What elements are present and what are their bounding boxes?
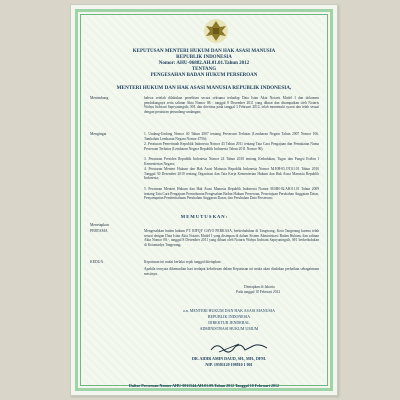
footer-registry: Daftar Perseroan Nomor AHU-0011544.AH.01.09.Tahun 2012 Tanggal 10 Februari 2012	[128, 383, 280, 388]
closing-directorate: DIREKTUR JENDERAL	[208, 320, 250, 325]
mengingat-item-1: 1. Undang-Undang Nomor 40 Tahun 2007 tentang Perseroan Terbatas (Lembaran Negara Tahun 2007 Nomor 106, Tambahan Lembaran Negara Nomor 4756);	[144, 132, 319, 141]
mengingat-item-5: 5. Peraturan Menteri Hukum dan Hak Asasi Manusia Republik Indonesia Nomor M.HH-02.AH.01.01 Tahun 2009 tentang Tata Cara Pengajuan Permohonan Pengesahan Badan Hukum Perseroan, Persetujuan Perubahan Anggaran Dasar, Penyampaian Pemberitahuan Perubahan Anggaran Dasar, dan Perubahan Data Perseroan;	[144, 187, 319, 201]
closing-place: Ditetapkan di Jakarta	[244, 285, 275, 289]
mengingat-item-3: 3. Peraturan Presiden Republik Indonesia Nomor 24 Tahun 2010 tentang Kedudukan, Tugas dan Fungsi Eselon I Kementerian Negara;	[144, 157, 319, 166]
mengingat-item-2: 2. Peraturan Pemerintah Republik Indonesia Nomor 43 Tahun 2011 tentang Tata Cara Pengajuan dan Pemakaian Nama Perseroan Terbatas (Lembaran Negara Republik Indonesia Tahun 2011 Nomor 96).	[144, 142, 319, 151]
mengingat-label: Mengingat	[90, 132, 107, 136]
menimbang-label: Menimbang	[90, 96, 109, 100]
menimbang-text: bahwa setelah dilakukan penelitian secara seksama terhadap Data Isian Akta Notaris Model I dan dokumen pendukungnya serta salinan Akta Nomor 08.-, tanggal 8 Desember 2011 yang dibuat dan disampaikan oleh Notaris Wahyu Indriani Sapryaningsih, SH. dan diterima pada tanggal 3 Februari 2012, telah memenuhi syarat dan telah sesuai dengan peraturan perundang-undangan;	[144, 96, 319, 114]
signatory-name: DR. AIDIR AMIN DAUD, SH., MH., DFM.	[191, 356, 267, 361]
closing-admin: ADMINISTRASI HUKUM UMUM	[199, 326, 259, 331]
pertama-label: PERTAMA	[90, 229, 108, 233]
header-line1: KEPUTUSAN MENTERI HUKUM DAN HAK ASASI MANUSIA	[132, 49, 276, 54]
menetapkan-label: Menetapkan	[90, 223, 109, 227]
closing-an: a.n. MENTERI HUKUM DAN HAK ASASI MANUSIA	[183, 308, 275, 313]
header-number: Nomor: AHU-06882.AH.01.01.Tahun 2012	[158, 61, 250, 66]
memutuskan-heading: M E M U T U S K A N :	[180, 214, 228, 219]
closing-date: Pada tanggal 10 Februari 2012	[236, 290, 281, 294]
kedua-label: KEDUA	[90, 260, 104, 264]
signatory-nip: NIP. 19581120 198810 1 001	[205, 362, 253, 367]
signature-icon	[209, 340, 269, 354]
garuda-emblem-icon	[202, 17, 230, 45]
header-subject: PENGESAHAN BADAN HUKUM PERSEROAN	[150, 73, 258, 78]
closing-country: REPUBLIK INDONESIA	[207, 314, 251, 319]
kedua-text-1: Keputusan ini mulai berlaku sejak tanggal ditetapkan.	[144, 260, 222, 264]
mengingat-item-4: 4. Peraturan Menteri Hukum dan Hak Asasi Manusia Republik Indonesia Nomor M.HH-05.OT.01.01 Tahun 2010 Tanggal 30 Desember 2010 tentang Organisasi dan Tata Kerja Kementerian Hukum dan Hak Asasi Manusia Republik Indonesia;	[144, 167, 319, 181]
kedua-text-2: Apabila ternyata dikemudian hari terdapat kekeliruan dalam Keputusan ini maka akan diadakan perbaikan sebagaimana mestinya.	[144, 267, 319, 276]
header-tentang: TENTANG	[191, 67, 217, 72]
pertama-text: Mengesahkan badan hukum PT. RIFQY GAYO PERKASA, berkedudukan di Tangerang, Kota Tangerang karena telah sesuai dengan Data Isian Akta Notaris Model I yang disimpan di dalam Sistem Administrasi Badan Hukum, dan salinan Akta Nomor 08.-, tanggal 8 Desember 2011 yang dibuat oleh Notaris Wahyu Indriani Sapryaningsih, SH. berkedudukan di Kotamadya Tangerang;	[144, 229, 319, 247]
document-page	[70, 4, 338, 396]
document-inner	[84, 15, 324, 388]
main-title: MENTERI HUKUM DAN HAK ASASI MANUSIA REPUBLIK INDONESIA,	[116, 85, 292, 91]
header-line2: REPUBLIK INDONESIA	[176, 55, 232, 60]
